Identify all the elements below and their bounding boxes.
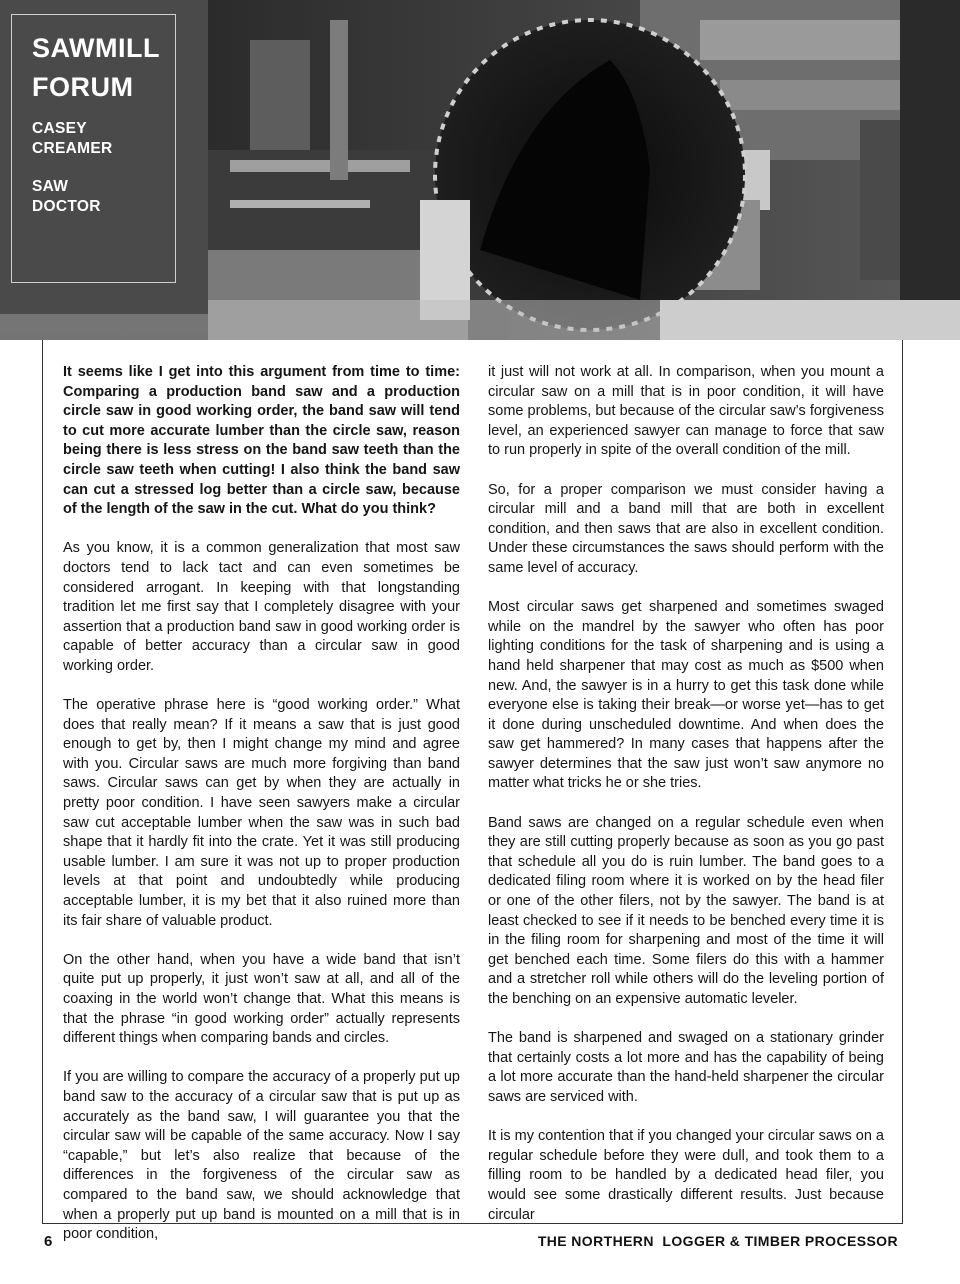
column-title-line-1: SAWMILL bbox=[32, 33, 160, 63]
article-paragraph: On the other hand, when you have a wide band that isn’t quite put up properly, it just won’t saw at all, and all of the coaxing in the world won’t change that. What this means is that the phrase “in good working order” actually represents different things when comparing bands and circles. bbox=[63, 951, 460, 1047]
author-name bbox=[32, 119, 175, 159]
author-role-line-2: DOCTOR bbox=[32, 198, 101, 215]
article-paragraph: As you know, it is a common generalization that most saw doctors tend to lack tact and can even sometimes be considered arrogant. In keeping with that longstanding tradition let me first say that I completely disagree with your assertion that a production band saw in good working order is capable of better accuracy than a circular saw in good working order. bbox=[63, 540, 460, 674]
article-paragraph: It is my contention that if you changed your circular saws on a regular schedule before they were dull, and took them to a filling room to be handled by a dedicated head filer, you would see some drastically different results. Just because circular bbox=[488, 1128, 884, 1223]
author-last-name: CREAMER bbox=[32, 140, 113, 157]
column-title bbox=[32, 29, 175, 107]
article-paragraph: The band is sharpened and swaged on a stationary grinder that certainly costs a lot more and has the capability of being a lot more accurate than the hand-held sharpener the circular saws are serviced with. bbox=[488, 1030, 884, 1105]
article-left-column bbox=[63, 363, 460, 1264]
article-paragraph: it just will not work at all. In comparison, when you mount a circular saw on a mill that is in poor condition, it will have some problems, but because of the circular saw’s forgiveness level, an experienced sawyer can manage to force that saw to run properly in spite of the overall condition of the mill. bbox=[488, 364, 884, 459]
article-right-column bbox=[488, 363, 884, 1245]
author-first-name: CASEY bbox=[32, 120, 87, 137]
article-paragraph: Most circular saws get sharpened and sometimes swaged while on the mandrel by the sawyer who often has poor lighting conditions for the task of sharpening and is using a hand held sharpener that may cost as much as $500 when new. And, the sawyer is in a hurry to get this task done while everyone else is taking their break—or worse yet—has to get it done during unscheduled downtime. And when does the saw get hammered? In many cases that happens after the sawyer determines that the saw just won’t saw anymore no matter what tricks he or she tries. bbox=[488, 599, 884, 792]
article-paragraph: The operative phrase here is “good working order.” What does that really mean? If it means a saw that is just good enough to get by, then I might change my mind and agree with you. Circular saws are much more forgiving than band saws. Circular saws can get by when they are actually in pretty poor condition. I have seen sawyers make a circular saw cut acceptable lumber when the saw was in such bad shape that it hardly fit into the crate. Yet it was still producing usable lumber. I am sure it was not up to proper production levels at that point and undoubtedly while producing acceptable lumber, it is my bet that it also ruined more than its fair share of valuable product. bbox=[63, 697, 460, 929]
author-role-line-1: SAW bbox=[32, 178, 69, 195]
column-title-line-2: FORUM bbox=[32, 72, 134, 102]
reader-question: It seems like I get into this argument from time to time: Comparing a production band saw and a production circle saw in good working order, the band saw will tend to cut more accurate lumber than the circle saw, reason being there is less stress on the band saw teeth than the circle saw teeth when cutting! I also think the band saw can cut a stressed log better than a circle saw, because of the length of the saw in the cut. What do you think? bbox=[63, 364, 460, 518]
title-frame bbox=[11, 14, 176, 283]
column-title-block bbox=[0, 0, 208, 314]
article-paragraph: Band saws are changed on a regular schedule even when they are still cutting properly because as soon as you go past that schedule all you do is ruin lumber. The band goes to a dedicated filing room where it is worked on by the head filer or one of the other filers, not by the sawyer. The band is at least checked to see if it needs to be benched every time it is in the filing room for sharpening and most of the time it will get benched each time. Some filers do this with a hammer and a stretcher roll while others will do the leveling portion of the benching on an expensive automatic leveler. bbox=[488, 814, 884, 1007]
page-number: 6 bbox=[44, 1233, 53, 1250]
publication-name: THE NORTHERN LOGGER & TIMBER PROCESSOR bbox=[537, 1233, 898, 1249]
article-paragraph: If you are willing to compare the accuracy of a properly put up band saw to the accuracy of a circular saw that is put up as accurately as the band saw, I will guarantee you that the circular saw will be capable of the same accuracy. Now I say “capable,” but let’s also realize that because of the differences in the forgiveness of the circular saw as compared to the band saw, we should acknowledge that when a properly put up band is mounted on a mill that is in poor condition, bbox=[63, 1069, 460, 1243]
author-role bbox=[32, 177, 175, 217]
article-paragraph: So, for a proper comparison we must consider having a circular mill and a band mill that are both in excellent condition, and then saws that are also in excellent condition. Under these circumstances the saws should perform with the same level of accuracy. bbox=[488, 481, 884, 576]
